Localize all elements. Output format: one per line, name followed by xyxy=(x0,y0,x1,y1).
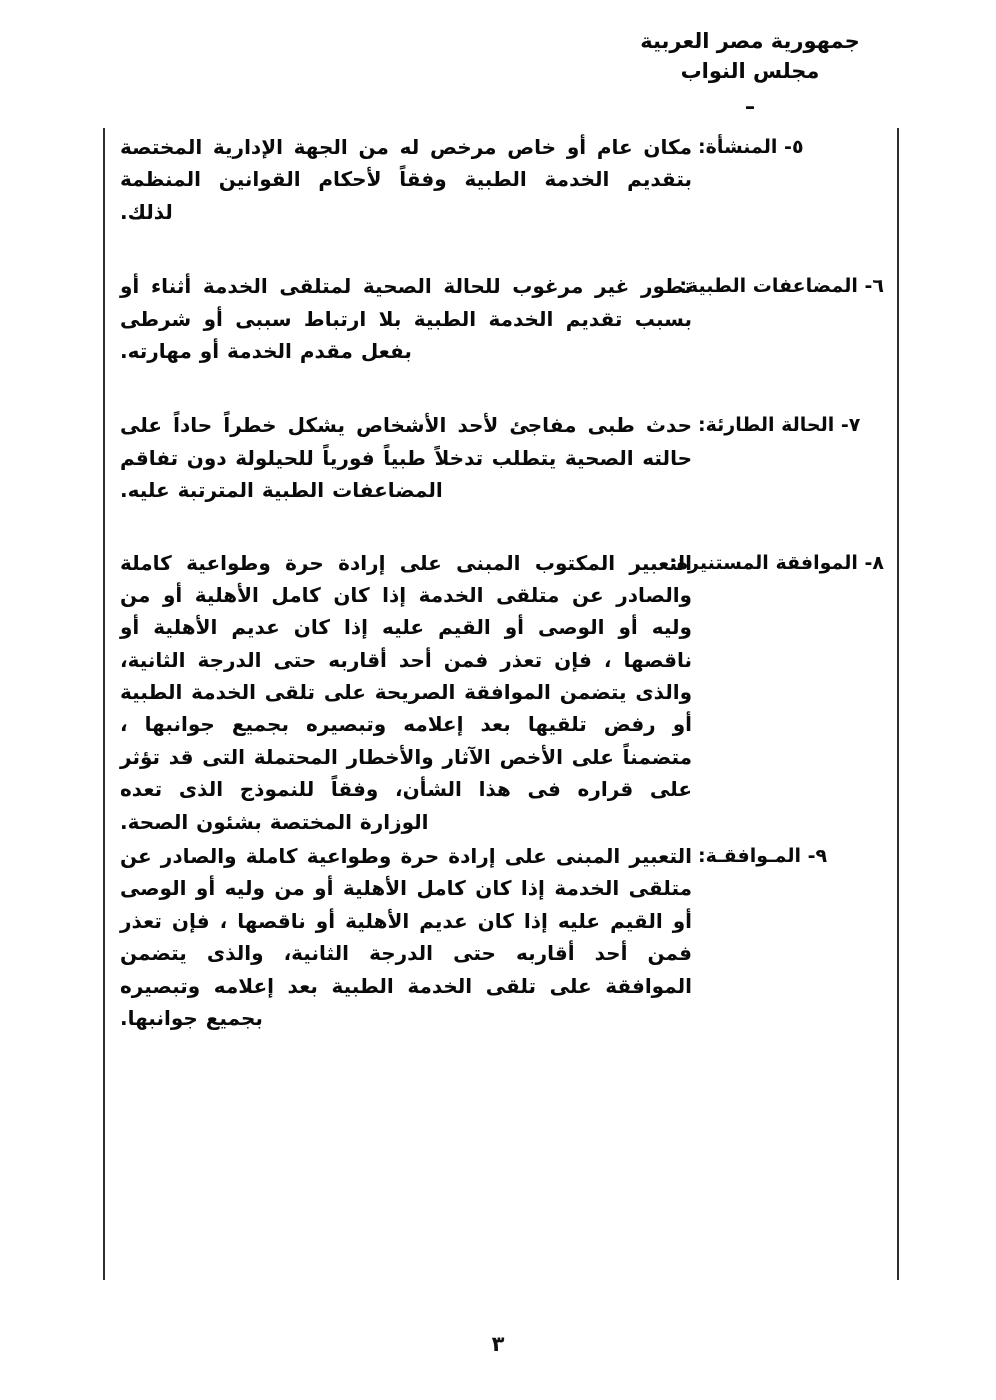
definition-term: ٧- الحالة الطارئة: xyxy=(698,414,861,437)
definition-text: حدث طبى مفاجئ لأحد الأشخاص يشكل خطراً حاداً على حالته الصحية يتطلب تدخلاً طبياً فورياً للحيلولة دون تفاقم المضاعفات الطبية المترتبة عليه. xyxy=(120,413,692,503)
definition-term: ٨- الموافقة المستنيرة: xyxy=(669,551,884,574)
vertical-rule-left xyxy=(103,128,105,1280)
spacer xyxy=(118,228,884,270)
definition-list xyxy=(118,131,884,1034)
definition-term: ٩- المـوافقـة: xyxy=(698,845,828,868)
definition-item xyxy=(118,547,884,839)
page-number: ٣ xyxy=(491,1332,505,1356)
definition-item xyxy=(118,131,884,228)
definition-text: مكان عام أو خاص مرخص له من الجهة الإدارية المختصة بتقديم الخدمة الطبية وفقاً لأحكام القوانين المنظمة لذلك. xyxy=(120,135,692,224)
document-header xyxy=(540,26,960,115)
definition-term: ٥- المنشأة: xyxy=(698,136,804,158)
definition-text: التعبير المكتوب المبنى على إرادة حرة وطواعية كاملة والصادر عن متلقى الخدمة إذا كان كامل الأهلية أو من وليه أو الوصى أو القيم عليه إذا كان عديم الأهلية أو ناقصها ، فإن تعذر فمن أحد أقاربه حتى الدرجة الثانية، والذى يتضمن الموافقة الصريحة على تلقى الخدمة الطبية أو رفض تلقيها بعد إعلامه وتبصيره بجميع جوانبها ، متضمناً على الأخص الآثار والأخطار المحتملة التى قد تؤثر على قراره فى هذا الشأن، وفقاً للنموذج الذى تعده الوزارة المختصة بشئون الصحة. xyxy=(120,550,692,834)
vertical-rule-right xyxy=(897,128,899,1280)
definition-item xyxy=(118,409,884,506)
definition-text: تطور غير مرغوب للحالة الصحية لمتلقى الخدمة أثناء أو بسبب تقديم الخدمة الطبية بلا ارتباط سببى أو شرطى بفعل مقدم الخدمة أو مهارته. xyxy=(120,274,692,363)
header-country-line: جمهورية مصر العربية xyxy=(640,29,860,53)
definition-term: ٦- المضاعفات الطبية: xyxy=(679,275,884,298)
definition-item xyxy=(118,840,884,1034)
definition-text: التعبير المبنى على إرادة حرة وطواعية كاملة والصادر عن متلقى الخدمة إذا كان كامل الأهلية أو من وليه أو الوصى أو القيم عليه إذا كان عديم الأهلية أو ناقصها ، فإن تعذر فمن أحد أقاربه حتى الدرجة الثانية، والذى يتضمن الموافقة على تلقى الخدمة الطبية بعد إعلامه وتبصيره بجميع جوانبها. xyxy=(120,844,692,1030)
header-separator-dash: ـ xyxy=(746,89,754,115)
definition-item xyxy=(118,270,884,367)
spacer xyxy=(118,507,884,547)
spacer xyxy=(118,367,884,409)
header-body-line: مجلس النواب xyxy=(680,59,820,84)
